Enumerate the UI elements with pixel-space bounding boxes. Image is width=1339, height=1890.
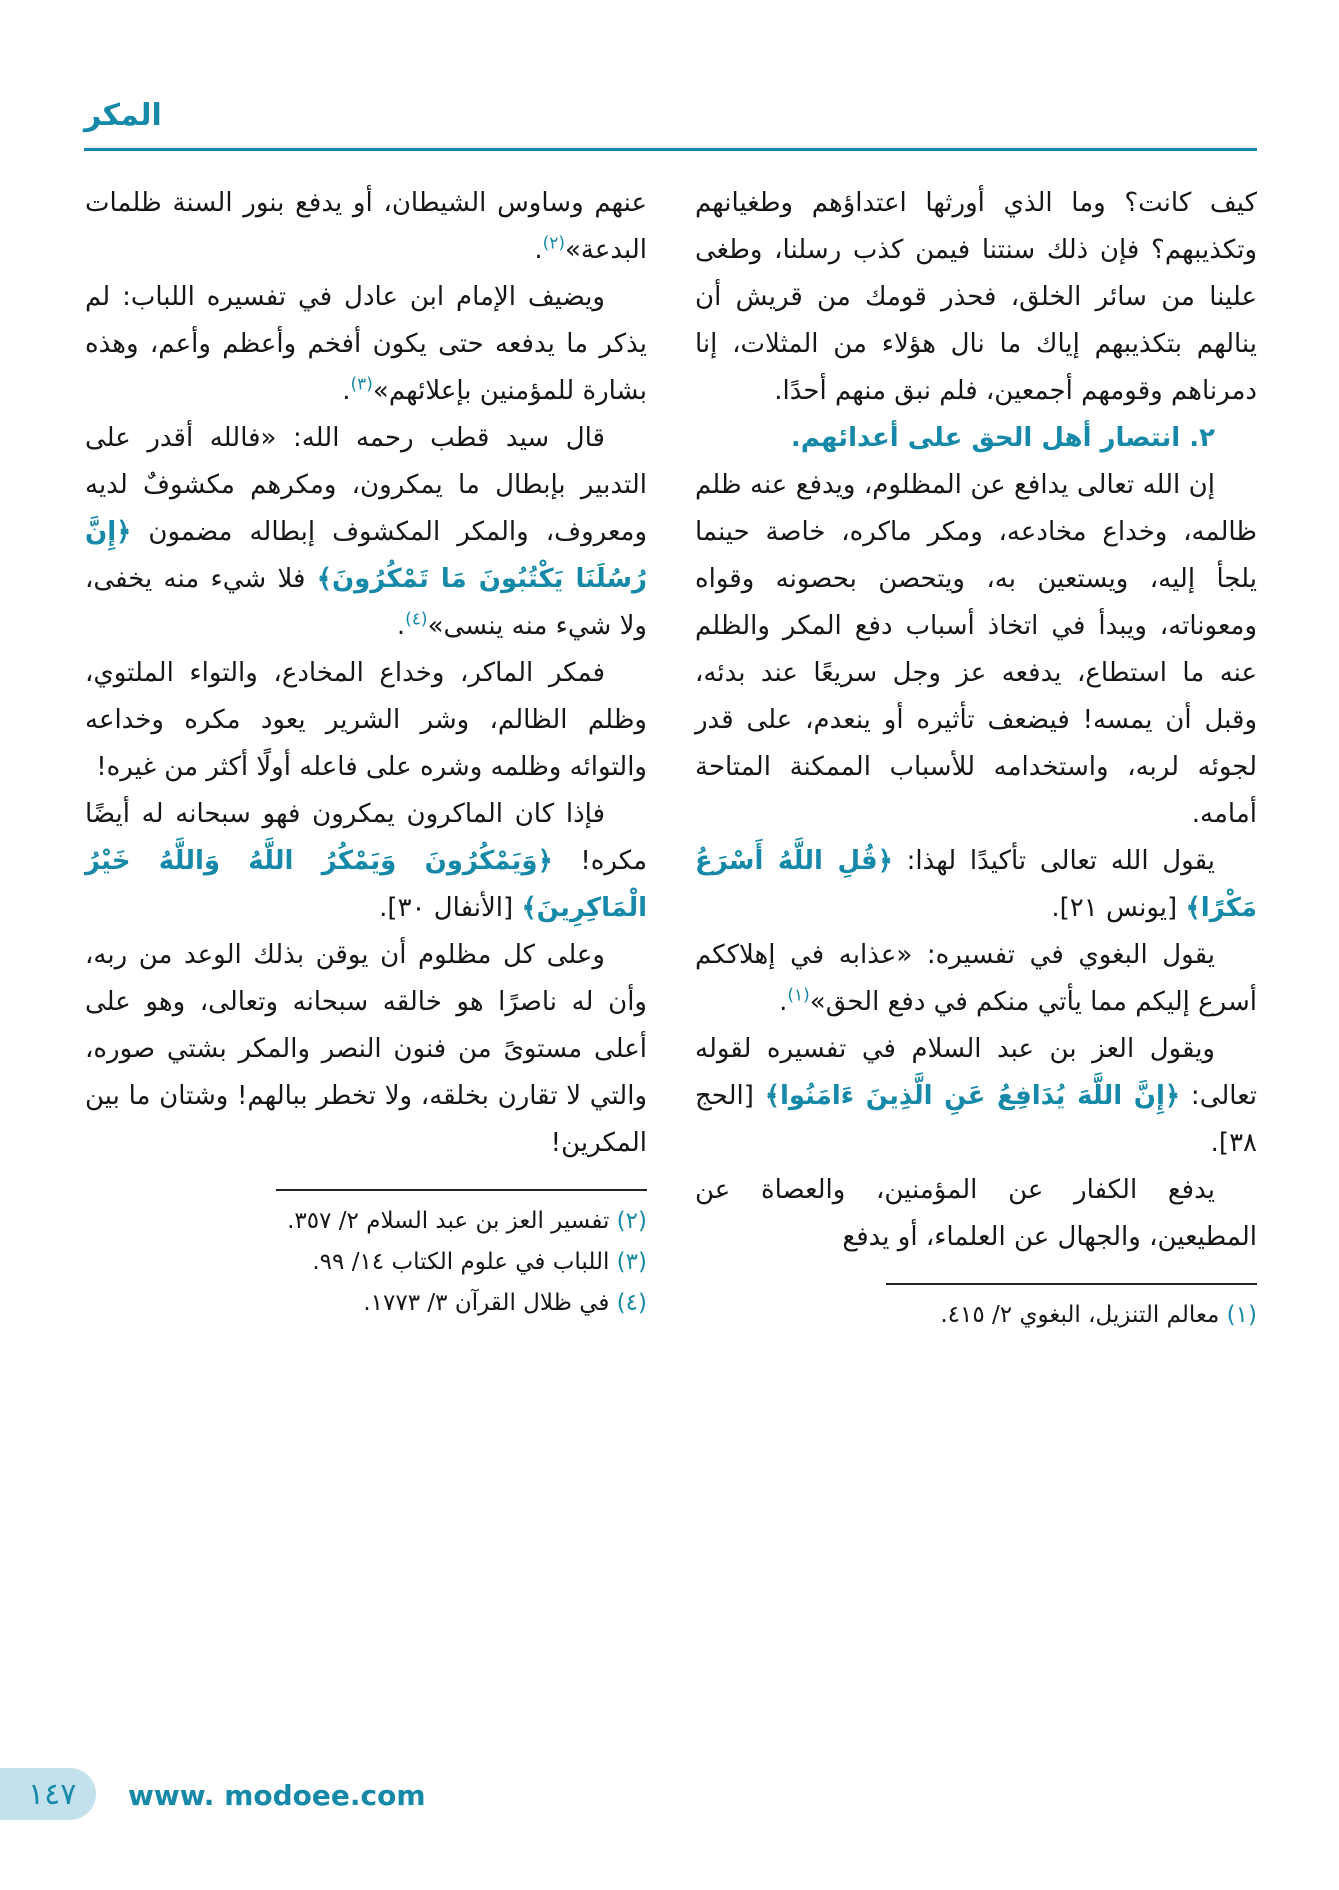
body-text: يدفع الكفار عن المؤمنين، والعصاة عن المطيعين، والجهال عن العلماء، أو يدفع bbox=[695, 1175, 1257, 1252]
body-text: ويقول العز بن عبد السلام في تفسيره لقوله تعالى: bbox=[695, 1034, 1257, 1111]
page-number: ١٤٧ bbox=[28, 1777, 77, 1812]
body-text: [يونس ٢١]. bbox=[1051, 893, 1186, 923]
footnote bbox=[85, 1283, 647, 1324]
footnote-marker: (١) bbox=[1226, 1302, 1257, 1328]
footnote bbox=[85, 1242, 647, 1283]
body-text: [الأنفال ٣٠]. bbox=[379, 893, 522, 923]
footnote-block bbox=[85, 1189, 647, 1324]
paragraph bbox=[85, 791, 647, 932]
paragraph bbox=[695, 1167, 1257, 1261]
footnote-ref: (١) bbox=[787, 985, 810, 1006]
body-text: . bbox=[396, 611, 406, 641]
footnote-ref: (٤) bbox=[405, 609, 428, 630]
paragraph bbox=[695, 932, 1257, 1026]
body-text: يقول الله تعالى تأكيدًا لهذا: bbox=[892, 846, 1215, 876]
footnote-divider bbox=[276, 1189, 647, 1191]
column-left-text bbox=[85, 180, 647, 1167]
body-text: إن الله تعالى يدافع عن المظلوم، ويدفع عنه ظلم ظالمه، وخداع مخادعه، ومكر ماكره، خاصة حينما يلجأ إليه، ويستعين به، ويتحصن بحصونه وقواه ومعوناته، ويبدأ في اتخاذ أسباب دفع المكر والظلم عنه ما استطاع، يدفعه عز وجل سريعًا عند بدئه، وقبل أن يمسه! فيضعف تأثيره أو ينعدم، على قدر لجوئه لربه، واستخدامه للأسباب الممكنة المتاحة أمامه. bbox=[695, 470, 1257, 829]
footnote-marker: (٤) bbox=[616, 1290, 647, 1316]
column-left bbox=[85, 180, 647, 1336]
body-text: ويضيف الإمام ابن عادل في تفسيره اللباب: لم يذكر ما يدفعه حتى يكون أفخم وأعظم وأعم، وهذه بشارة للمؤمنين بإعلائهم» bbox=[85, 282, 647, 406]
footnote-ref: (٣) bbox=[350, 374, 373, 395]
column-right bbox=[695, 180, 1257, 1336]
paragraph bbox=[695, 838, 1257, 932]
column-right-text bbox=[695, 180, 1257, 1261]
footnote-text: في ظلال القرآن ٣/ ١٧٧٣. bbox=[363, 1290, 617, 1316]
body-text: كيف كانت؟ وما الذي أورثها اعتداؤهم وطغيانهم وتكذيبهم؟ فإن ذلك سنتنا فيمن كذب رسلنا، وطغى علينا من سائر الخلق، فحذر قومك من قريش أن ينالهم بتكذيبهم إياك ما نال هؤلاء من المثلات، إنا دمرناهم وقومهم أجمعين، فلم نبق منهم أحدًا. bbox=[695, 188, 1257, 406]
website-url: www. modoee.com bbox=[128, 1779, 426, 1812]
paragraph bbox=[695, 1026, 1257, 1167]
paragraph bbox=[695, 462, 1257, 838]
page-header-title: المكر bbox=[84, 98, 162, 133]
quran-verse: ﴿إِنَّ رُسُلَنَا يَكْتُبُونَ مَا تَمْكُرُونَ﴾ bbox=[85, 517, 647, 594]
footnote-list bbox=[695, 1295, 1257, 1336]
body-text: . bbox=[534, 235, 543, 265]
footnote-list bbox=[85, 1201, 647, 1324]
footnote-block bbox=[695, 1283, 1257, 1336]
paragraph bbox=[85, 415, 647, 650]
paragraph bbox=[85, 180, 647, 274]
body-text: . bbox=[779, 987, 788, 1017]
header-divider bbox=[84, 148, 1257, 151]
quran-verse: ﴿قُلِ اللَّهُ أَسْرَعُ مَكْرًا﴾ bbox=[695, 846, 1257, 923]
paragraph bbox=[695, 180, 1257, 415]
paragraph bbox=[85, 650, 647, 791]
paragraph bbox=[85, 932, 647, 1167]
body-text: قال سيد قطب رحمه الله: «فالله أقدر على التدبير بإبطال ما يمكرون، ومكرهم مكشوفٌ لديه ومعروف، والمكر المكشوف إبطاله مضمون bbox=[85, 423, 647, 547]
footnote-marker: (٢) bbox=[616, 1208, 647, 1234]
body-text: فلا شيء منه يخفى، ولا شيء منه ينسى» bbox=[85, 564, 647, 641]
paragraph bbox=[85, 274, 647, 415]
body-text: فإذا كان الماكرون يمكرون فهو سبحانه له أيضًا مكره! bbox=[85, 799, 647, 876]
footnote-text: اللباب في علوم الكتاب ١٤/ ٩٩. bbox=[312, 1249, 617, 1275]
footnote-ref: (٢) bbox=[542, 233, 565, 254]
footnote-text: تفسير العز بن عبد السلام ٢/ ٣٥٧. bbox=[287, 1208, 617, 1234]
body-text: يقول البغوي في تفسيره: «عذابه في إهلاككم أسرع إليكم مما يأتي منكم في دفع الحق» bbox=[695, 940, 1257, 1017]
footnote-marker: (٣) bbox=[616, 1249, 647, 1275]
quran-verse: ﴿وَيَمْكُرُونَ وَيَمْكُرُ اللَّهُ وَاللَّهُ خَيْرُ الْمَاكِرِينَ﴾ bbox=[85, 846, 647, 923]
body-text: وعلى كل مظلوم أن يوقن بذلك الوعد من ربه، وأن له ناصرًا هو خالقه سبحانه وتعالى، وهو على أعلى مستوىً من فنون النصر والمكر بشتي صوره، والتي لا تقارن بخلقه، ولا تخطر ببالهم! وشتان ما بين المكرين! bbox=[85, 940, 647, 1158]
footnote-divider bbox=[886, 1283, 1257, 1285]
body-text: فمكر الماكر، وخداع المخادع، والتواء الملتوي، وظلم الظالم، وشر الشرير يعود مكره وخداعه والتوائه وظلمه وشره على فاعله أولًا أكثر من غيره! bbox=[85, 658, 647, 782]
body-text: عنهم وساوس الشيطان، أو يدفع بنور السنة ظلمات البدعة» bbox=[85, 188, 647, 265]
footnote bbox=[695, 1295, 1257, 1336]
section-heading bbox=[695, 415, 1257, 462]
footnote-text: معالم التنزيل، البغوي ٢/ ٤١٥. bbox=[940, 1302, 1227, 1328]
quran-verse: ﴿إِنَّ اللَّهَ يُدَافِعُ عَنِ الَّذِينَ ءَامَنُوا﴾ bbox=[764, 1081, 1181, 1111]
footnote bbox=[85, 1201, 647, 1242]
text-columns bbox=[84, 180, 1257, 1336]
body-text: [الحج ٣٨]. bbox=[695, 1081, 1257, 1158]
heading-text: ٢. انتصار أهل الحق على أعدائهم. bbox=[790, 423, 1215, 453]
body-text: . bbox=[342, 376, 351, 406]
